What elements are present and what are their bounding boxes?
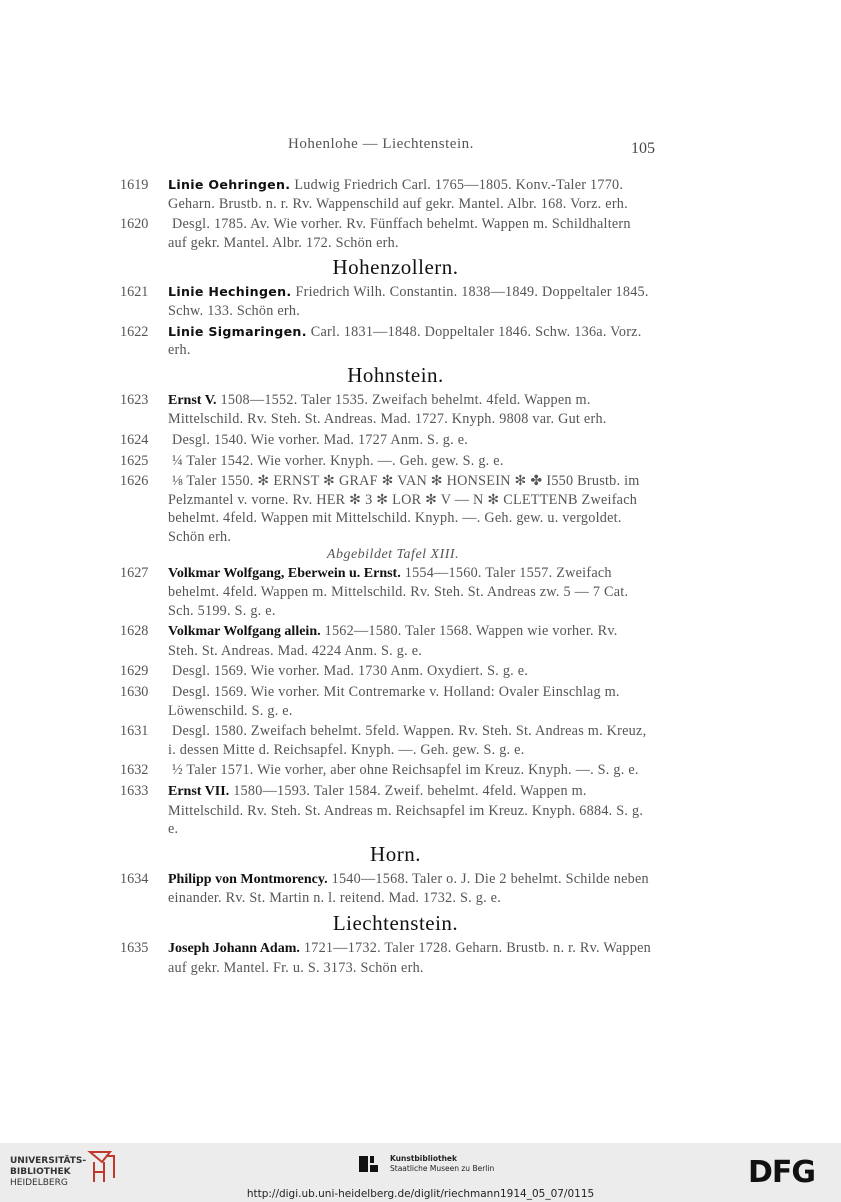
entry-description: 1580—1593. Taler 1584. Zweif. behelmt. 4feld. Wappen m. Mittelschild. Rv. Steh. St. Andreas m. Reichsapfel im Kreuz. Knyph. 6884. S. g. e. — [168, 783, 644, 838]
entry-number: 1631 — [120, 723, 149, 740]
entry-number: 1627 — [120, 564, 149, 581]
kunstbibliothek-name[interactable] — [390, 1154, 494, 1174]
uni-line-3: HEIDELBERG — [10, 1178, 68, 1188]
catalog-entry — [0, 683, 841, 720]
catalog-entry — [0, 176, 841, 213]
entry-ruler-name: Linie Hechingen. — [168, 284, 292, 300]
entry-description: 1721—1732. Taler 1728. Geharn. Brustb. n. r. Rv. Wappen auf gekr. Mantel. Fr. u. S. 3173. Schön erh. — [168, 940, 651, 976]
university-library-name[interactable] — [10, 1156, 86, 1189]
catalog-entry — [0, 782, 841, 839]
catalog-entries — [0, 176, 841, 979]
entry-number: 1626 — [120, 473, 149, 490]
page-number: 105 — [631, 140, 655, 157]
entry-description: Friedrich Wilh. Constantin. 1838—1849. Doppeltaler 1845. Schw. 133. Schön erh. — [168, 284, 649, 319]
catalog-entry — [0, 431, 841, 450]
entry-number: 1628 — [120, 623, 149, 640]
entry-ruler-name: Volkmar Wolfgang allein. — [168, 624, 321, 640]
entry-ruler-name: Ernst V. — [168, 392, 217, 408]
entry-number: 1622 — [120, 323, 149, 340]
entry-number: 1634 — [120, 870, 149, 887]
uni-line-2: BIBLIOTHEK — [10, 1167, 71, 1177]
uni-line-1: UNIVERSITÄTS- — [10, 1156, 87, 1166]
entry-description: ½ Taler 1571. Wie vorher, aber ohne Reichsapfel im Kreuz. Knyph. —. S. g. e. — [172, 762, 639, 779]
entry-number: 1620 — [120, 216, 149, 233]
section-heading-horn: Horn. — [370, 841, 421, 866]
catalog-entry — [0, 761, 841, 780]
kb-line-1: Kunstbibliothek — [390, 1154, 458, 1163]
entry-ruler-name: Volkmar Wolfgang, Eberwein u. Ernst. — [168, 565, 401, 581]
entry-description: Desgl. 1569. Wie vorher. Mit Contremarke v. Holland: Ovaler Einschlag m. Löwenschild. S. g. e. — [168, 684, 620, 719]
entry-description: Desgl. 1569. Wie vorher. Mad. 1730 Anm. Oxydiert. S. g. e. — [172, 663, 529, 680]
catalog-entry — [0, 391, 841, 429]
entry-number: 1625 — [120, 452, 149, 469]
entry-description: Desgl. 1540. Wie vorher. Mad. 1727 Anm. S. g. e. — [172, 431, 469, 448]
catalog-entry — [0, 472, 841, 546]
catalog-entry — [0, 622, 841, 660]
catalog-entry — [0, 939, 841, 977]
dfg-logo[interactable]: DFG — [748, 1155, 816, 1190]
university-library-logo-icon — [84, 1148, 118, 1184]
entry-description: Desgl. 1785. Av. Wie vorher. Rv. Fünffach behelmt. Wappen m. Schildhaltern auf gekr. Mantel. Albr. 172. Schön erh. — [168, 216, 631, 251]
entry-description: 1562—1580. Taler 1568. Wappen wie vorher. Rv. Steh. St. Andreas. Mad. 4224 Anm. S. g. e. — [168, 623, 618, 659]
permalink-url[interactable]: http://digi.ub.uni-heidelberg.de/diglit/riechmann1914_05_07/0115 — [246, 1188, 595, 1200]
entry-number: 1633 — [120, 783, 149, 800]
section-heading-hohnstein: Hohnstein. — [347, 362, 444, 387]
catalog-entry — [0, 452, 841, 471]
entry-ruler-name: Linie Sigmaringen. — [168, 323, 307, 339]
section-heading-liechtenstein: Liechtenstein. — [332, 911, 459, 935]
kb-line-2: Staatliche Museen zu Berlin — [390, 1164, 495, 1173]
entry-number: 1623 — [120, 391, 149, 408]
entry-group-hohenzollern — [0, 283, 841, 359]
entry-number: 1621 — [120, 284, 149, 301]
catalog-entry — [0, 564, 841, 621]
section-heading-hohenzollern: Hohenzollern. — [332, 255, 459, 280]
kunstbibliothek-logo-icon — [358, 1154, 380, 1174]
entry-description: ⅛ Taler 1550. ✻ ERNST ✻ GRAF ✻ VAN ✻ HONSEIN ✻ ✤ I550 Brustb. im Pelzmantel v. vorne. Rv. HER ✻ 3 ✻ LOR ✻ V — N ✻ CLETTENB Zweifach behelmt. 4feld. Wappen mit Mittelschild. Knyph. —. Geh. gew. u. vergoldet. Schön erh. — [168, 473, 640, 545]
entry-description: 1540—1568. Taler o. J. Die 2 behelmt. Schilde neben einander. Rv. St. Martin n. l. reitend. Mad. 1732. S. g. e. — [168, 870, 649, 907]
entry-number: 1629 — [120, 663, 149, 680]
catalog-entry — [0, 323, 841, 360]
viewer-footer — [0, 1143, 841, 1202]
entry-ruler-name: Linie Oehringen. — [168, 177, 291, 192]
entry-group-liechtenstein — [0, 939, 841, 977]
catalog-entry — [0, 870, 841, 908]
entry-description: 1554—1560. Taler 1557. Zweifach behelmt. 4feld. Wappen m. Mittelschild. Rv. Steh. St. Andreas zw. 5 — 7 Cat. Sch. 5199. S. g. e. — [168, 564, 629, 619]
entry-number: 1630 — [120, 684, 149, 701]
catalog-entry — [0, 283, 841, 320]
entry-number: 1635 — [120, 940, 149, 956]
entry-group-hohnstein-a — [0, 391, 841, 547]
entry-ruler-name: Philipp von Montmorency. — [168, 871, 328, 887]
entry-description: ¼ Taler 1542. Wie vorher. Knyph. —. Geh. gew. S. g. e. — [172, 452, 504, 469]
entry-ruler-name: Joseph Johann Adam. — [168, 941, 300, 956]
entry-group-horn — [0, 870, 841, 908]
catalog-entry — [0, 722, 841, 759]
entry-description: Ludwig Friedrich Carl. 1765—1805. Konv.-Taler 1770. Geharn. Brustb. n. r. Rv. Wappenschild auf gekr. Mantel. Albr. 168. Vorz. erh. — [168, 177, 628, 212]
entry-description: Desgl. 1580. Zweifach behelmt. 5feld. Wappen. Rv. Steh. St. Andreas m. Kreuz, i. dessen Mitte d. Reichsapfel. Knyph. —. Geh. gew. S. g. e. — [168, 723, 647, 758]
entry-number: 1619 — [120, 177, 149, 193]
entry-group-hohnstein-b — [0, 564, 841, 839]
running-head-title: Hohenlohe — Liechtenstein. — [288, 136, 474, 152]
entry-ruler-name: Ernst VII. — [168, 784, 230, 800]
entry-description: Carl. 1831—1848. Doppeltaler 1846. Schw. 136a. Vorz. erh. — [168, 323, 642, 359]
entry-number: 1632 — [120, 762, 149, 779]
entry-description: 1508—1552. Taler 1535. Zweifach behelmt. 4feld. Wappen m. Mittelschild. Rv. Steh. St. Andreas. Mad. 1727. Knyph. 9808 var. Gut erh. — [168, 391, 607, 428]
plate-note: Abgebildet Tafel XIII. — [326, 546, 460, 562]
entry-number: 1624 — [120, 431, 149, 448]
catalog-entry — [0, 215, 841, 252]
entry-group-top — [0, 176, 841, 252]
catalog-entry — [0, 662, 841, 681]
